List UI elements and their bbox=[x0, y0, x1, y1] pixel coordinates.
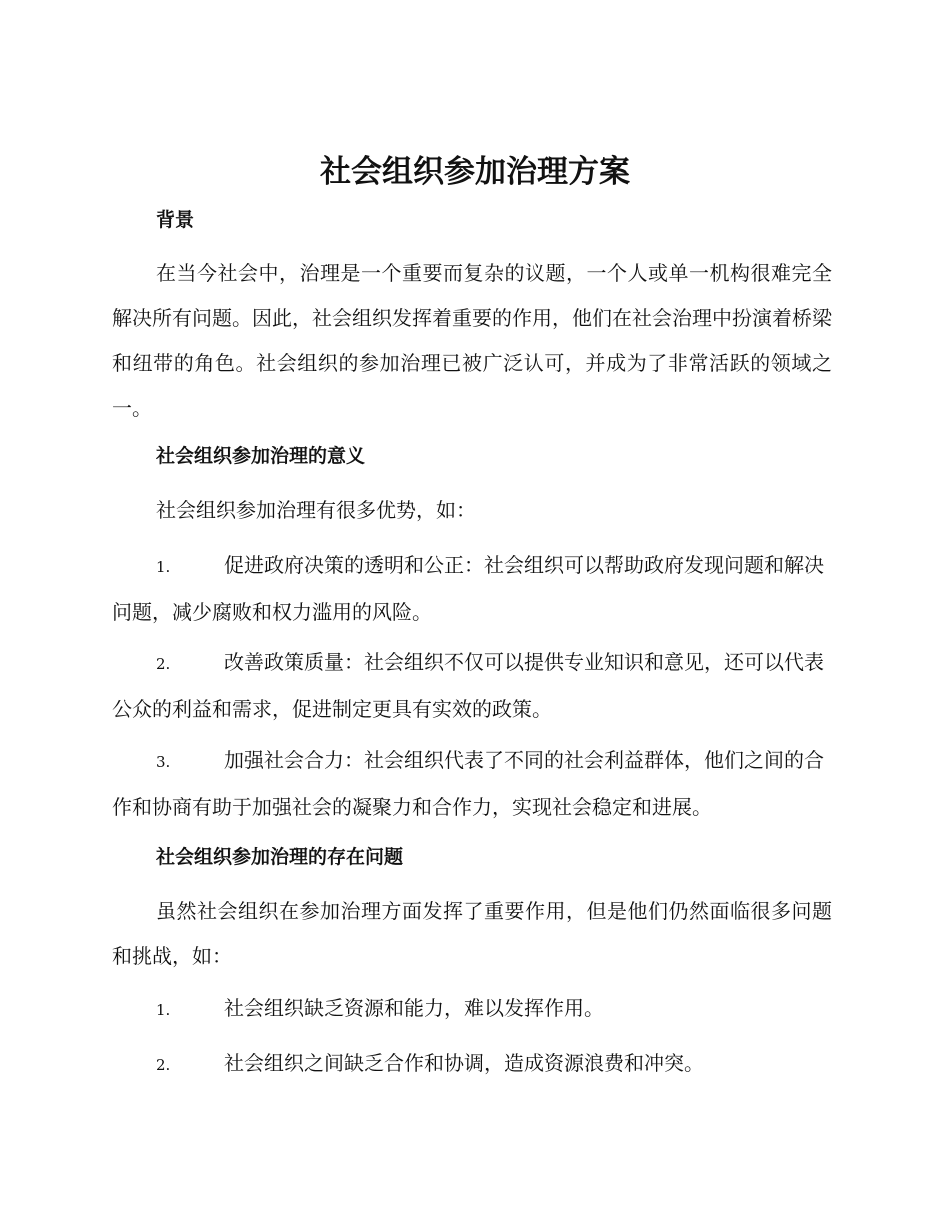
list-item bbox=[112, 1041, 832, 1088]
list-item bbox=[112, 738, 832, 830]
list-item-number: 2. bbox=[156, 655, 171, 673]
list-item-text: 加强社会合力：社会组织代表了不同的社会利益群体，他们之间的合作和协商有助于加强社会的凝聚力和合作力，实现社会稳定和进展。 bbox=[112, 748, 824, 819]
background-paragraph: 在当今社会中，治理是一个重要而复杂的议题，一个人或单一机构很难完全解决所有问题。因此，社会组织发挥着重要的作用，他们在社会治理中扮演着桥梁和纽带的角色。社会组织的参加治理已被广泛认可，并成为了非常活跃的领域之一。 bbox=[112, 261, 832, 420]
significance-intro: 社会组织参加治理有很多优势，如： bbox=[156, 498, 476, 522]
document-title: 社会组织参加治理方案 bbox=[320, 154, 630, 190]
list-item-text: 社会组织之间缺乏合作和协调，造成资源浪费和冲突。 bbox=[224, 1051, 704, 1075]
list-item-number: 2. bbox=[156, 1056, 171, 1074]
list-item-text: 社会组织缺乏资源和能力，难以发挥作用。 bbox=[224, 996, 604, 1020]
list-item-number: 1. bbox=[156, 1001, 171, 1019]
problems-intro: 虽然社会组织在参加治理方面发挥了重要作用，但是他们仍然面临很多问题和挑战，如： bbox=[112, 899, 832, 968]
list-item bbox=[112, 986, 832, 1033]
list-item bbox=[112, 640, 832, 732]
list-item-text: 改善政策质量：社会组织不仅可以提供专业知识和意见，还可以代表公众的利益和需求，促进制定更具有实效的政策。 bbox=[112, 650, 824, 721]
list-item-number: 1. bbox=[156, 558, 171, 576]
list-item-text: 促进政府决策的透明和公正：社会组织可以帮助政府发现问题和解决问题，减少腐败和权力滥用的风险。 bbox=[112, 553, 824, 624]
section-heading-significance: 社会组织参加治理的意义 bbox=[156, 445, 366, 467]
list-item-number: 3. bbox=[156, 753, 171, 771]
section-heading-background: 背景 bbox=[156, 209, 195, 231]
section-heading-problems: 社会组织参加治理的存在问题 bbox=[156, 846, 404, 868]
list-item bbox=[112, 543, 832, 635]
